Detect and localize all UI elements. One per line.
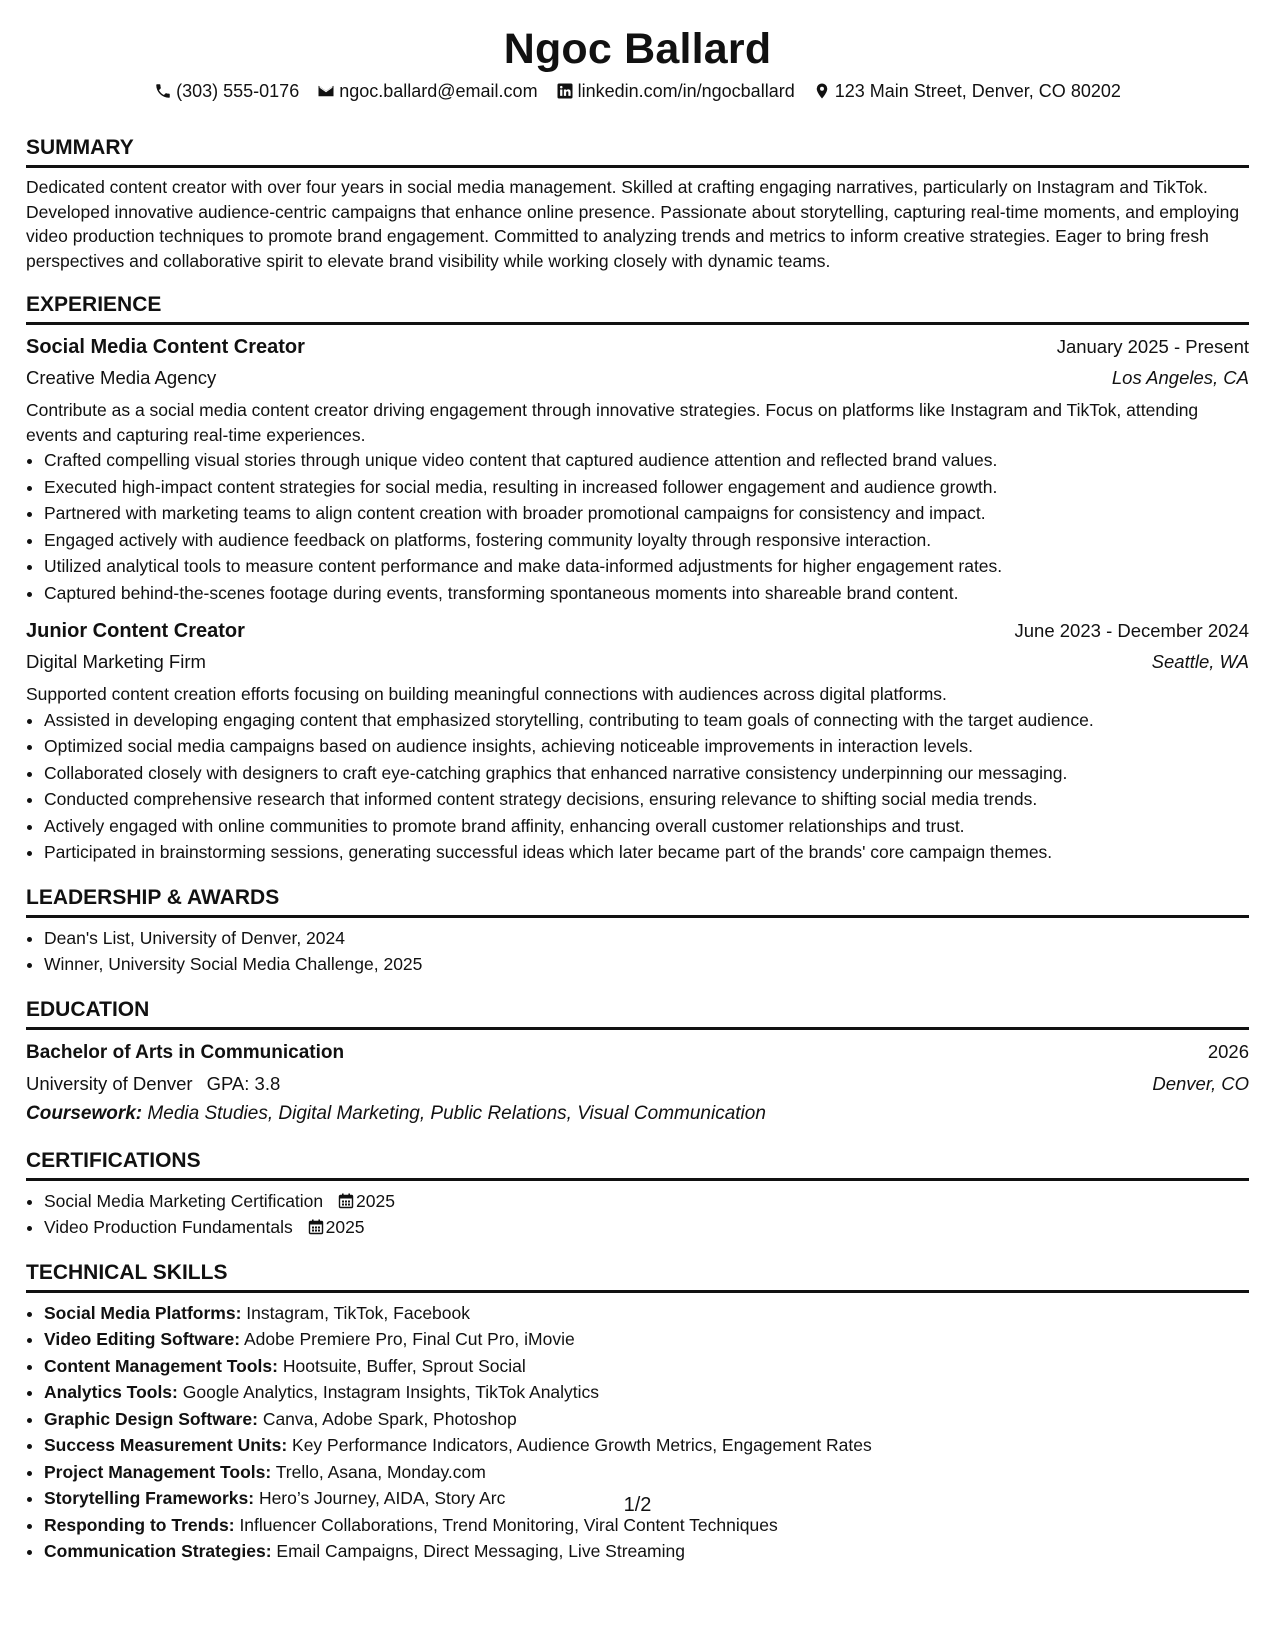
skill-value: Influencer Collaborations, Trend Monitoring, Viral Content Techniques xyxy=(239,1514,778,1535)
skill-label: Analytics Tools: xyxy=(44,1382,178,1402)
skill-value: Google Analytics, Instagram Insights, TikTok Analytics xyxy=(182,1382,600,1402)
job-entry xyxy=(26,616,1249,866)
list-item xyxy=(44,1353,1249,1380)
job-entry xyxy=(26,332,1249,606)
calendar-icon xyxy=(338,1193,354,1209)
job-company: Creative Media Agency xyxy=(26,367,217,388)
list-item: • Executed high-impact content strategies for social media, resulting in increased follower engagement and audience growth. xyxy=(44,474,1249,501)
skills-heading: TECHNICAL SKILLS xyxy=(26,1260,228,1284)
skill-value: Hero’s Journey, AIDA, Story Arc xyxy=(258,1488,506,1508)
list-item: • Conducted comprehensive research that informed content strategy decisions, ensuring relevance to shifting social media trends. xyxy=(44,786,1249,813)
skill-label: Project Management Tools: xyxy=(44,1461,272,1482)
skill-value: Adobe Premiere Pro, Final Cut Pro, iMovie xyxy=(244,1329,575,1349)
contact-email[interactable] xyxy=(317,78,537,104)
contact-address xyxy=(813,78,1121,104)
list-item xyxy=(44,1214,1249,1241)
job-bullets xyxy=(26,447,1249,606)
list-item xyxy=(44,1432,1249,1459)
list-item: • Optimized social media campaigns based on audience insights, achieving noticeable improvements in interaction levels. xyxy=(44,733,1249,760)
job-title: Social Media Content Creator xyxy=(26,336,305,358)
phone-icon xyxy=(154,82,172,100)
list-item xyxy=(44,1538,1249,1565)
leadership-list xyxy=(26,925,1249,978)
skill-label: Communication Strategies: xyxy=(44,1541,272,1561)
section-divider xyxy=(26,322,1249,325)
coursework-list: Media Studies, Digital Marketing, Public Relations, Visual Communication xyxy=(147,1102,766,1124)
education-heading: EDUCATION xyxy=(26,997,150,1021)
list-item: • Dean's List, University of Denver, 2024 xyxy=(44,925,1249,952)
cert-name: Social Media Marketing Certification xyxy=(44,1190,324,1211)
job-dates: June 2023 - December 2024 xyxy=(1014,620,1249,641)
candidate-name: Ngoc Ballard xyxy=(503,25,772,73)
page-number: 1/2 xyxy=(623,1494,652,1516)
section-divider xyxy=(26,1290,1249,1293)
skills-list xyxy=(26,1300,1249,1565)
job-description: Contribute as a social media content creator driving engagement through innovative strategies. Focus on platforms like Instagram and TikTok, attending events and capturing real-time experiences. xyxy=(26,400,1199,445)
list-item xyxy=(44,1188,1249,1215)
skill-value: Canva, Adobe Spark, Photoshop xyxy=(262,1408,517,1429)
job-description: Supported content creation efforts focusing on building meaningful connections with audiences across digital platforms. xyxy=(26,684,947,704)
list-item: • Partnered with marketing teams to align content creation with broader promotional campaigns for consistency and impact. xyxy=(44,500,1249,527)
skill-label: Content Management Tools: xyxy=(44,1355,278,1376)
list-item: • Winner, University Social Media Challenge, 2025 xyxy=(44,951,1249,978)
list-item: • Assisted in developing engaging content that emphasized storytelling, contributing to team goals of connecting with the target audience. xyxy=(44,707,1249,734)
contact-bar xyxy=(26,78,1249,104)
skill-label: Graphic Design Software: xyxy=(44,1408,258,1429)
degree-title: Bachelor of Arts in Communication xyxy=(26,1041,345,1063)
cert-year: 2025 xyxy=(325,1217,365,1237)
skill-value: Trello, Asana, Monday.com xyxy=(275,1461,486,1482)
job-location: Seattle, WA xyxy=(1151,651,1249,672)
job-location: Los Angeles, CA xyxy=(1111,367,1249,388)
certifications-heading: CERTIFICATIONS xyxy=(26,1148,201,1172)
list-item: • Crafted compelling visual stories through unique video content that captured audience attention and reflected brand values. xyxy=(44,447,1249,474)
section-divider xyxy=(26,1027,1249,1030)
summary-heading: SUMMARY xyxy=(26,136,134,159)
list-item xyxy=(44,1300,1249,1327)
resume-page xyxy=(26,0,1249,1565)
skill-label: Video Editing Software: xyxy=(44,1329,241,1349)
skill-value: Email Campaigns, Direct Messaging, Live Streaming xyxy=(276,1541,685,1561)
job-company: Digital Marketing Firm xyxy=(26,651,206,672)
linkedin-link[interactable]: linkedin.com/in/ngocballard xyxy=(577,81,795,101)
list-item: • Utilized analytical tools to measure content performance and make data-informed adjustments for higher engagement rates. xyxy=(44,553,1249,580)
skill-label: Storytelling Frameworks: xyxy=(44,1488,255,1508)
job-bullets xyxy=(26,707,1249,866)
cert-year: 2025 xyxy=(356,1190,395,1211)
skill-value: Key Performance Indicators, Audience Growth Metrics, Engagement Rates xyxy=(292,1435,872,1455)
coursework-line xyxy=(26,1099,1249,1129)
experience-heading: EXPERIENCE xyxy=(26,293,162,316)
address-text: 123 Main Street, Denver, CO 80202 xyxy=(834,81,1121,101)
graduation-year: 2026 xyxy=(1207,1040,1249,1062)
section-divider xyxy=(26,1178,1249,1181)
gpa-text: GPA: 3.8 xyxy=(206,1072,281,1094)
email-link[interactable]: ngoc.ballard@email.com xyxy=(339,81,538,101)
phone-text: (303) 555-0176 xyxy=(176,81,300,101)
list-item xyxy=(44,1379,1249,1406)
skill-value: Instagram, TikTok, Facebook xyxy=(246,1302,471,1323)
skill-label: Responding to Trends: xyxy=(44,1514,235,1535)
calendar-icon xyxy=(308,1219,324,1235)
job-dates: January 2025 - Present xyxy=(1056,336,1249,357)
coursework-label: Coursework: xyxy=(26,1102,143,1124)
list-item xyxy=(44,1459,1249,1486)
envelope-icon xyxy=(317,82,335,100)
list-item: • Engaged actively with audience feedback on platforms, fostering community loyalty through responsive interaction. xyxy=(44,527,1249,554)
map-pin-icon xyxy=(813,82,831,100)
section-divider xyxy=(26,915,1249,918)
skill-label: Social Media Platforms: xyxy=(44,1302,242,1323)
list-item: • Participated in brainstorming sessions, generating successful ideas which later became part of the brands' core campaign themes. xyxy=(44,839,1249,866)
cert-name: Video Production Fundamentals xyxy=(44,1217,293,1237)
school-location: Denver, CO xyxy=(1152,1072,1249,1094)
leadership-heading: LEADERSHIP & AWARDS xyxy=(26,885,280,909)
list-item: • Actively engaged with online communities to promote brand affinity, enhancing overall customer relationships and trust. xyxy=(44,813,1249,840)
summary-text: Dedicated content creator with over four years in social media management. Skilled at crafting engaging narratives, particularly on Instagram and TikTok. Developed innovative audience-centric campaigns that enhance online presence. Passionate about storytelling, capturing real-time moments, and employing video production techniques to promote brand engagement. Committed to analyzing trends and metrics to inform creative strategies. Eager to bring fresh perspectives and collaborative spirit to elevate brand visibility while working closely with dynamic teams. xyxy=(26,177,1240,271)
linkedin-icon xyxy=(556,82,574,100)
list-item xyxy=(44,1406,1249,1433)
list-item: • Captured behind-the-scenes footage during events, transforming spontaneous moments into shareable brand content. xyxy=(44,580,1249,607)
contact-phone xyxy=(154,78,299,104)
section-divider xyxy=(26,165,1249,168)
school-name: University of Denver xyxy=(26,1072,193,1094)
list-item: • Collaborated closely with designers to craft eye-catching graphics that enhanced narrative consistency underpinning our messaging. xyxy=(44,760,1249,787)
certifications-list xyxy=(26,1188,1249,1241)
skill-value: Hootsuite, Buffer, Sprout Social xyxy=(282,1355,526,1376)
skill-label: Success Measurement Units: xyxy=(44,1435,288,1455)
list-item xyxy=(44,1326,1249,1353)
contact-linkedin[interactable] xyxy=(556,78,795,104)
job-title: Junior Content Creator xyxy=(26,620,245,642)
